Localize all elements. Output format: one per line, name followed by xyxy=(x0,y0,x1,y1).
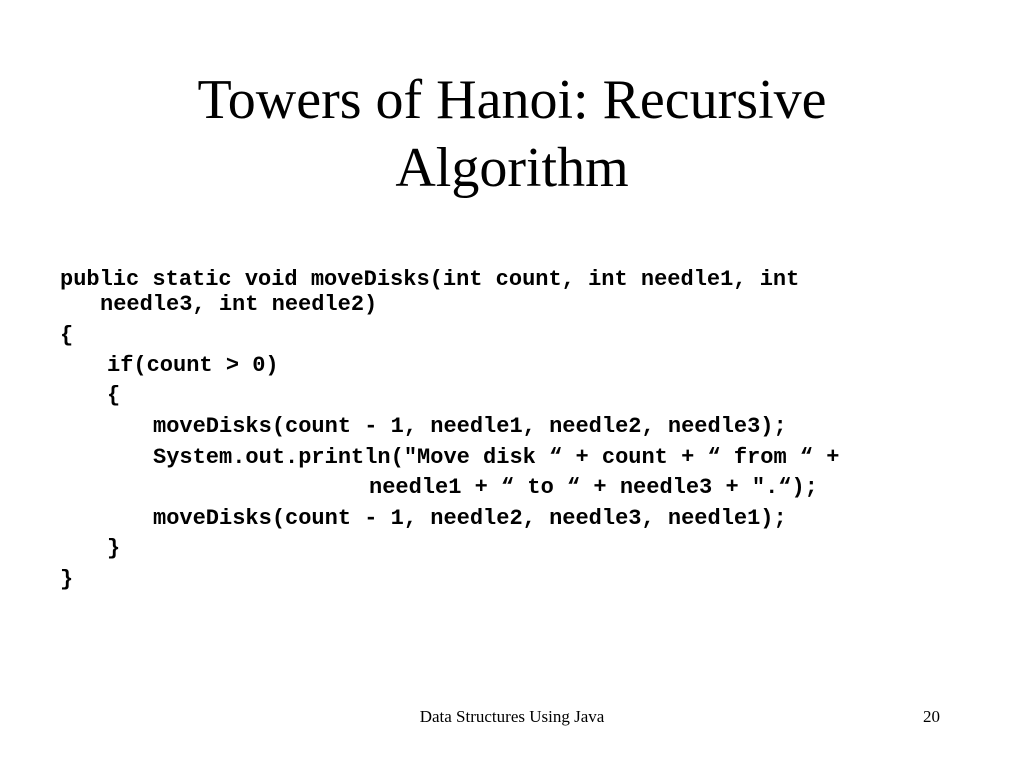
code-line: needle3, int needle2) xyxy=(100,292,378,317)
page-number: 20 xyxy=(923,707,940,726)
code-line: } xyxy=(60,567,74,592)
code-line: { xyxy=(60,323,74,348)
code-line: moveDisks(count - 1, needle2, needle3, needle1); xyxy=(153,506,787,531)
code-line: if(count > 0) xyxy=(107,353,279,378)
code-line: moveDisks(count - 1, needle1, needle2, needle3); xyxy=(153,414,787,439)
code-line: public static void moveDisks(int count, int needle1, int xyxy=(60,267,800,292)
slide-title-line: Algorithm xyxy=(395,137,629,199)
code-line: { xyxy=(107,383,121,408)
footer-text: Data Structures Using Java xyxy=(419,707,605,726)
code-line: } xyxy=(107,536,121,561)
code-line: needle1 + “ to “ + needle3 + ".“); xyxy=(369,475,818,500)
slide-title-line: Towers of Hanoi: Recursive xyxy=(197,69,827,131)
code-line: System.out.println("Move disk “ + count + “ from “ + xyxy=(153,445,840,470)
